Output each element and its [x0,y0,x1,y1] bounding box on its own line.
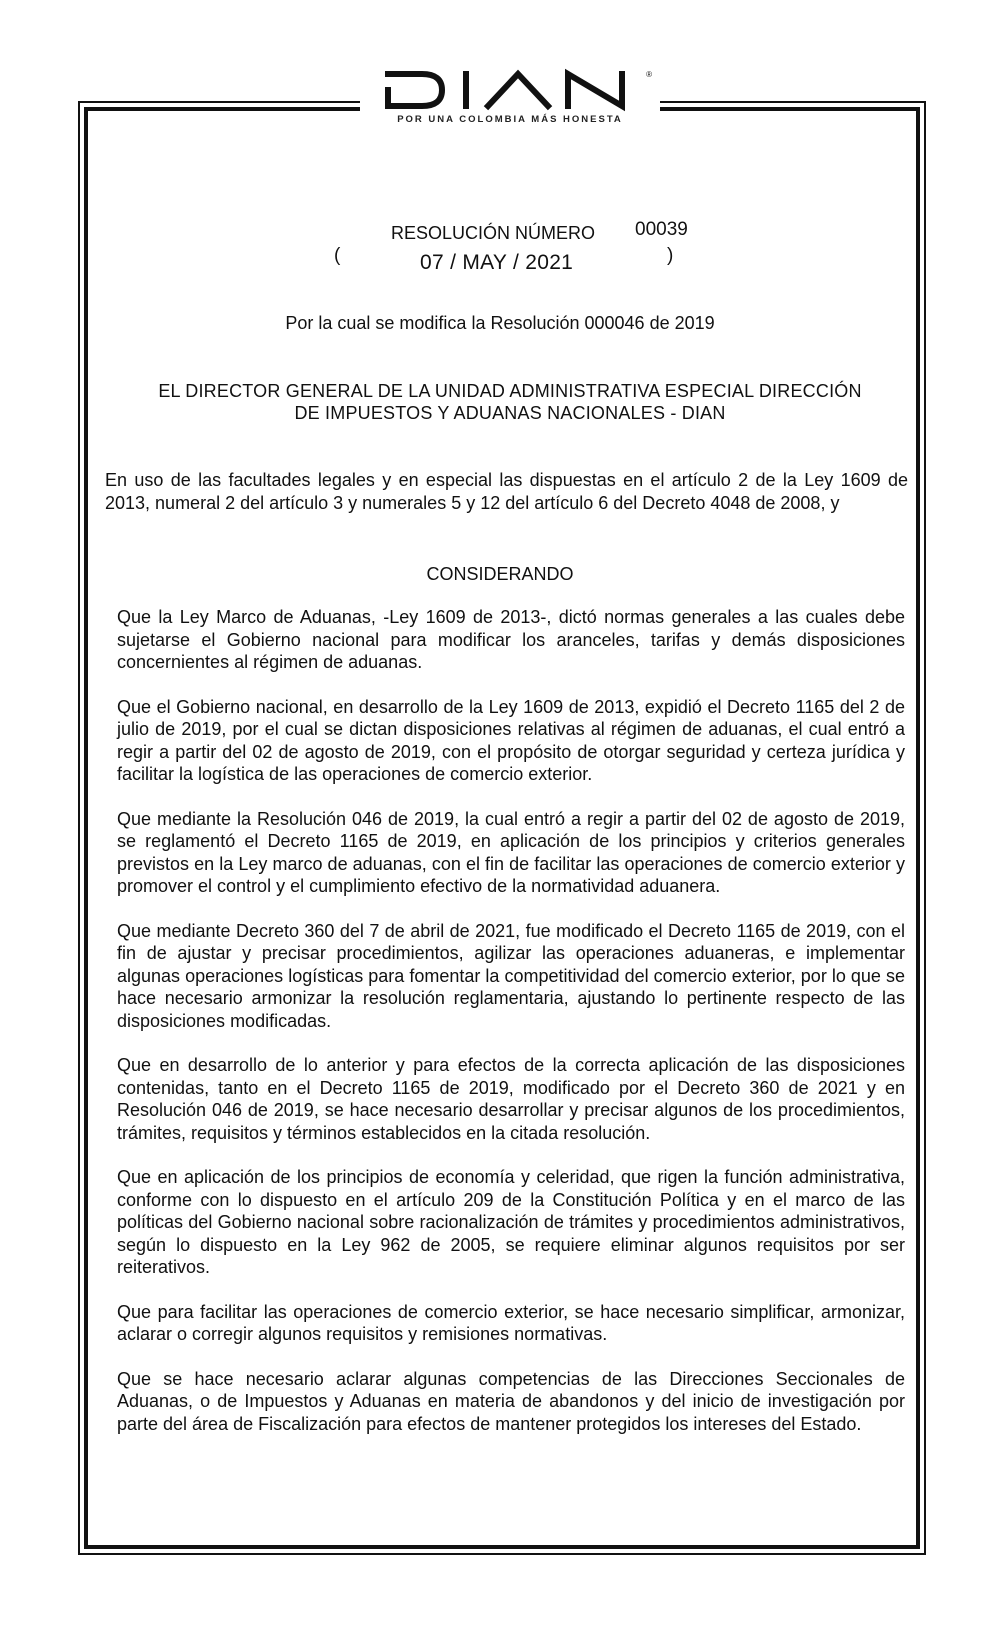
consideration-paragraph: Que mediante la Resolución 046 de 2019, la cual entró a regir a partir del 02 de agosto de 2019, se reglamentó el Decreto 1165 de 2019, en aplicación de los principios y criterios generales previstos en la Ley marco de aduanas, con el fin de facilitar las operaciones de comercio exterior y promover el control y el cumplimiento efectivo de la normatividad aduanera. [117,808,905,896]
issuing-authority [110,380,910,424]
registered-mark: ® [646,70,652,79]
authority-line-2: DE IMPUESTOS Y ADUANAS NACIONALES - DIAN [294,403,726,423]
consideration-paragraph: Que se hace necesario aclarar algunas competencias de las Direcciones Seccionales de Aduanas, o de Impuestos y Aduanas en materia de abandonos y del inicio de investigación por parte del área de Fiscalización para efectos de mantener protegidos los intereses del Estado. [117,1368,905,1434]
dian-wordmark-icon [380,68,640,112]
logo-slogan: POR UNA COLOMBIA MÁS HONESTA [397,114,623,125]
consideration-paragraph: Que en desarrollo de lo anterior y para efectos de la correcta aplicación de las disposiciones contenidas, tanto en el Decreto 1165 de 2019, modificado por el Decreto 360 de 2021 y en Resolución 046 de 2019, se hace necesario desarrollar y precisar algunos de los procedimientos, trámites, requisitos y términos establecidos en la citada resolución. [117,1055,905,1143]
consideration-paragraph: Que en aplicación de los principios de economía y celeridad, que rigen la función administrativa, conforme con lo dispuesto en el artículo 209 de la Constitución Política y en el marco de las políticas del Gobierno nacional sobre racionalización de trámites y procedimientos administrativos, según lo dispuesto en la Ley 962 de 2005, se requiere eliminar algunos requisitos por ser reiterativos. [117,1167,905,1277]
date-paren-close: ) [667,245,674,266]
resolution-number: 00039 [635,219,688,240]
considerando-heading: CONSIDERANDO [426,564,574,584]
consideration-paragraph: Que para facilitar las operaciones de comercio exterior, se hace necesario simplificar, armonizar, aclarar o corregir algunos requisitos y remisiones normativas. [117,1301,905,1344]
authority-line-1: EL DIRECTOR GENERAL DE LA UNIDAD ADMINISTRATIVA ESPECIAL DIRECCIÓN [158,381,862,401]
resolution-label: RESOLUCIÓN NÚMERO [391,223,596,243]
consideration-paragraph: Que mediante Decreto 360 del 7 de abril de 2021, fue modificado el Decreto 1165 de 2019, con el fin de ajustar y precisar procedimientos, agilizar las operaciones aduaneras, e implementar algunas operaciones logísticas para fomentar la competitividad del comercio exterior, por lo que se hace necesario armonizar la resolución reglamentaria, ajustando lo pertinente respecto de las disposiciones modificadas. [117,920,905,1031]
considerations-list [117,606,905,1457]
resolution-date: 07 / MAY / 2021 [420,251,574,274]
consideration-paragraph: Que la Ley Marco de Aduanas, -Ley 1609 de 2013-, dictó normas generales a las cuales debe sujetarse el Gobierno nacional para modificar los aranceles, tarifas y demás disposiciones concernientes al régimen de aduanas. [117,607,905,672]
preamble-paragraph: En uso de las facultades legales y en especial las dispuestas en el artículo 2 de la Ley 1609 de 2013, numeral 2 del artículo 3 y numerales 5 y 12 del artículo 6 del Decreto 4048 de 2008, y [105,470,908,513]
date-paren-open: ( [334,245,341,266]
consideration-paragraph: Que el Gobierno nacional, en desarrollo de la Ley 1609 de 2013, expidió el Decreto 1165 del 2 de julio de 2019, por el cual se dictan disposiciones relativas al régimen de aduanas, el cual entró a regir a partir del 02 de agosto de 2019, con el propósito de otorgar seguridad y certeza jurídica y facilitar la logística de las operaciones de comercio exterior. [117,696,905,784]
dian-logo [360,68,660,146]
resolution-subtitle: Por la cual se modifica la Resolución 000046 de 2019 [285,313,715,333]
